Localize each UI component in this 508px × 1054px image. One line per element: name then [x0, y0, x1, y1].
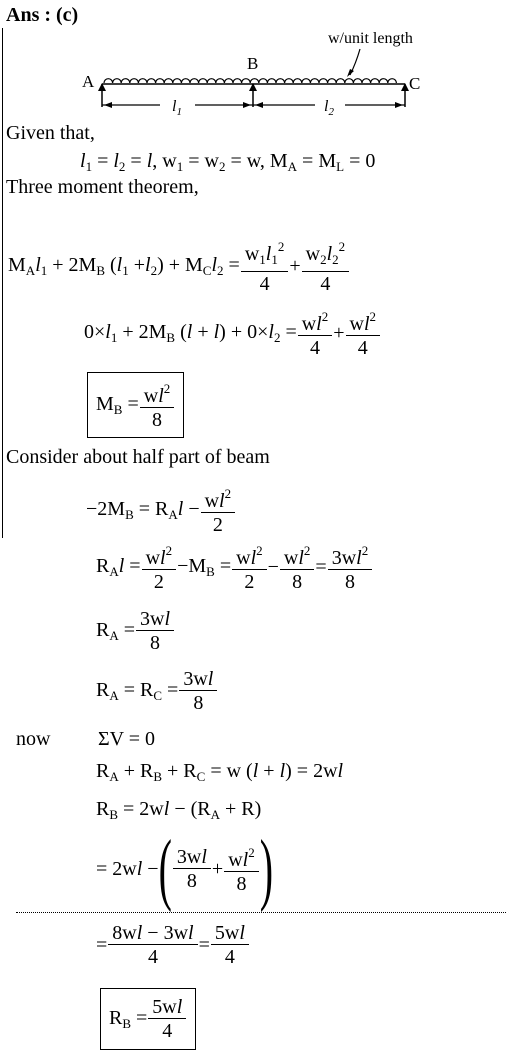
- consider-heading: Consider about half part of beam: [6, 446, 270, 468]
- half-beam-eq: $-2M_B = R_Al$ − $\frac{wl^2}{2}$: [86, 482, 236, 538]
- label-b: B: [247, 54, 259, 73]
- three-moment-eq: $M_Al_1 + 2M_B$ $(l_1 +l_2) + M_Cl_2$ = $\frac{w_1l_1^2}{4}$ + $\frac{w_2l_2^2}{4}$: [8, 236, 350, 296]
- margin-line: [2, 28, 3, 538]
- span2-sub: 2: [328, 106, 334, 118]
- span2-label: l: [324, 98, 329, 115]
- substituted-eq: $0\times l_1 + 2M_B$ $(l + l) + 0\times l_2$ = $\frac{wl^2}{4}$ + $\frac{wl^2}{4}$: [84, 306, 381, 360]
- label-c: C: [409, 74, 421, 93]
- svg-text:l2: [324, 98, 334, 118]
- rb-simplified-eq: = $\frac{8wl - 3wl}{4}$ = $\frac{5wl}{4}$: [96, 922, 250, 969]
- ra-l-eq: $R_Al$ = $\frac{wl^2}{2}$ $-M_B$ = $\frac{wl^2}{2}$ − $\frac{wl^2}{8}$ = $\frac{3wl^2}{8}$: [96, 540, 373, 594]
- span1-sub: 1: [176, 106, 182, 118]
- svg-text:l1: [172, 98, 182, 118]
- span1-label: l: [172, 98, 177, 115]
- label-a: A: [82, 72, 95, 91]
- reaction-sum-eq: $R_A + R_B + R_C = w$ (l + l) = 2wl: [96, 760, 344, 784]
- beam-diagram: [60, 25, 460, 125]
- answer-heading: Ans : (c): [6, 4, 79, 26]
- theorem-heading: Three moment theorem,: [6, 176, 199, 198]
- rb-result-box: $R_B$ = $\frac{5wl}{4}$: [100, 988, 196, 1050]
- mb-result-box: $M_B$ = $\frac{wl^2}{8}$: [87, 372, 184, 438]
- dotted-separator: [16, 912, 506, 913]
- ra-eq: $R_A$ = $\frac{3wl}{8}$: [96, 608, 175, 655]
- rb-substituted-eq: = 2wl − ( $\frac{3wl}{8}$ + $\frac{wl^2}{8}$ ): [96, 823, 274, 913]
- given-heading: Given that,: [6, 122, 95, 144]
- rb-expr-eq: $R_B = 2wl - (R_A + R)$: [96, 798, 262, 822]
- sum-v-eq: ΣV = 0: [98, 728, 156, 750]
- ra-rc-eq: $R_A = R_C$ = $\frac{3wl}{8}$: [96, 668, 218, 715]
- given-line: $l_1 = l_2 = l$, $w_1 = w_2 = w$, $M_A = M_L = 0$: [80, 150, 376, 174]
- now-label: now: [16, 728, 51, 750]
- load-label: w/unit length: [328, 30, 413, 47]
